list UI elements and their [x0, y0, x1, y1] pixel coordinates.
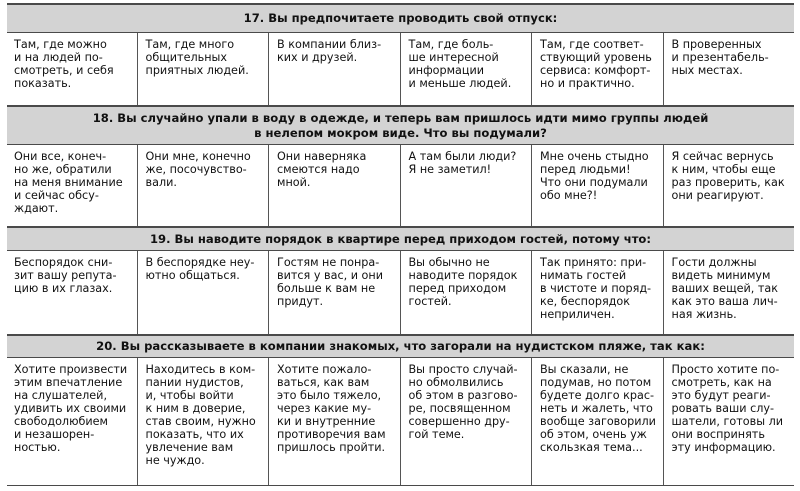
answer-option: В беспорядке неу- ютно общаться. [137, 251, 269, 334]
answer-option: Вы сказали, не подумав, но потом будете долго крас- неть и жалеть, что вообще заговорили об этом, очень уж скользкая тема... [531, 358, 663, 485]
question-18-title: 18. Вы случайно упали в воду в одежде, и теперь вам пришлось идти мимо группы людей в нелепом мокром виде. Что вы подумали? [7, 105, 794, 145]
answer-option: Там, где можно и на людей по- смотреть, и себя показать. [14, 38, 114, 90]
table-bottom-border [7, 485, 794, 486]
answer-option: Вы просто случай- но обмолвились об этом в разгово- ре, посвященном совершенно дру- гой теме. [400, 358, 532, 485]
answer-option: Там, где соответ- ствующий уровень сервиса: комфорт- но и практично. [531, 33, 663, 105]
answer-option: В компании близ- ких и друзей. [268, 33, 400, 105]
question-19-options [7, 251, 794, 334]
answer-option: Там, где боль- ше интересной информации и меньше людей. [400, 33, 532, 105]
answer-option: Гости должны видеть минимум ваших вещей, так как это ваша лич- ная жизнь. [663, 251, 795, 334]
answer-option: Находитесь в ком- пании нудистов, и, чтобы войти к ним в доверие, став своим, нужно показать, что их увлечение вам не чуждо. [137, 358, 269, 485]
answer-option: Гостям не понра- вится у вас, и они больше к вам не придут. [268, 251, 400, 334]
answer-option: Вы обычно не наводите порядок перед приходом гостей. [400, 251, 532, 334]
answer-option: Я сейчас вернусь к ним, чтобы еще раз проверить, как они реагируют. [663, 145, 795, 226]
answer-option: В проверенных и презентабель- ных местах. [663, 33, 795, 105]
answer-option: Беспорядок сни- зит вашу репута- цию в их глазах. [14, 256, 117, 295]
answer-option: Хотите произвести этим впечатление на слушателей, удивить их своими свободолюбием и незашорен- ностью. [14, 363, 128, 454]
answer-option: Просто хотите по- смотреть, как на это будут реаги- ровать ваши слу- шатели, готовы ли они воспринять эту информацию. [663, 358, 795, 485]
question-20-title: 20. Вы рассказываете в компании знакомых, что загорали на нудистском пляже, так как: [7, 334, 794, 358]
answer-option: Там, где много общительных приятных людей. [137, 33, 269, 105]
question-19-title: 19. Вы наводите порядок в квартире перед приходом гостей, потому что: [7, 226, 794, 251]
answer-option: Они мне, конечно же, посочувство- вали. [137, 145, 269, 226]
answer-option: Они наверняка смеются надо мной. [268, 145, 400, 226]
answer-option: Хотите пожало- ваться, как вам это было тяжело, через какие му- ки и внутренние противоречия вам пришлось пройти. [268, 358, 400, 485]
answer-option: Так принято: при- нимать гостей в чистоте и поряд- ке, беспорядок неприличен. [531, 251, 663, 334]
question-20-options [7, 358, 794, 485]
question-17-options [7, 33, 794, 105]
answer-option: А там были люди? Я не заметил! [400, 145, 532, 226]
answer-option: Они все, конеч- но же, обратили на меня внимание и сейчас обсу- ждают. [14, 150, 123, 215]
question-17-title: 17. Вы предпочитаете проводить свой отпуск: [7, 3, 794, 33]
question-18-options [7, 145, 794, 226]
answer-option: Мне очень стыдно перед людьми! Что они подумали обо мне?! [531, 145, 663, 226]
